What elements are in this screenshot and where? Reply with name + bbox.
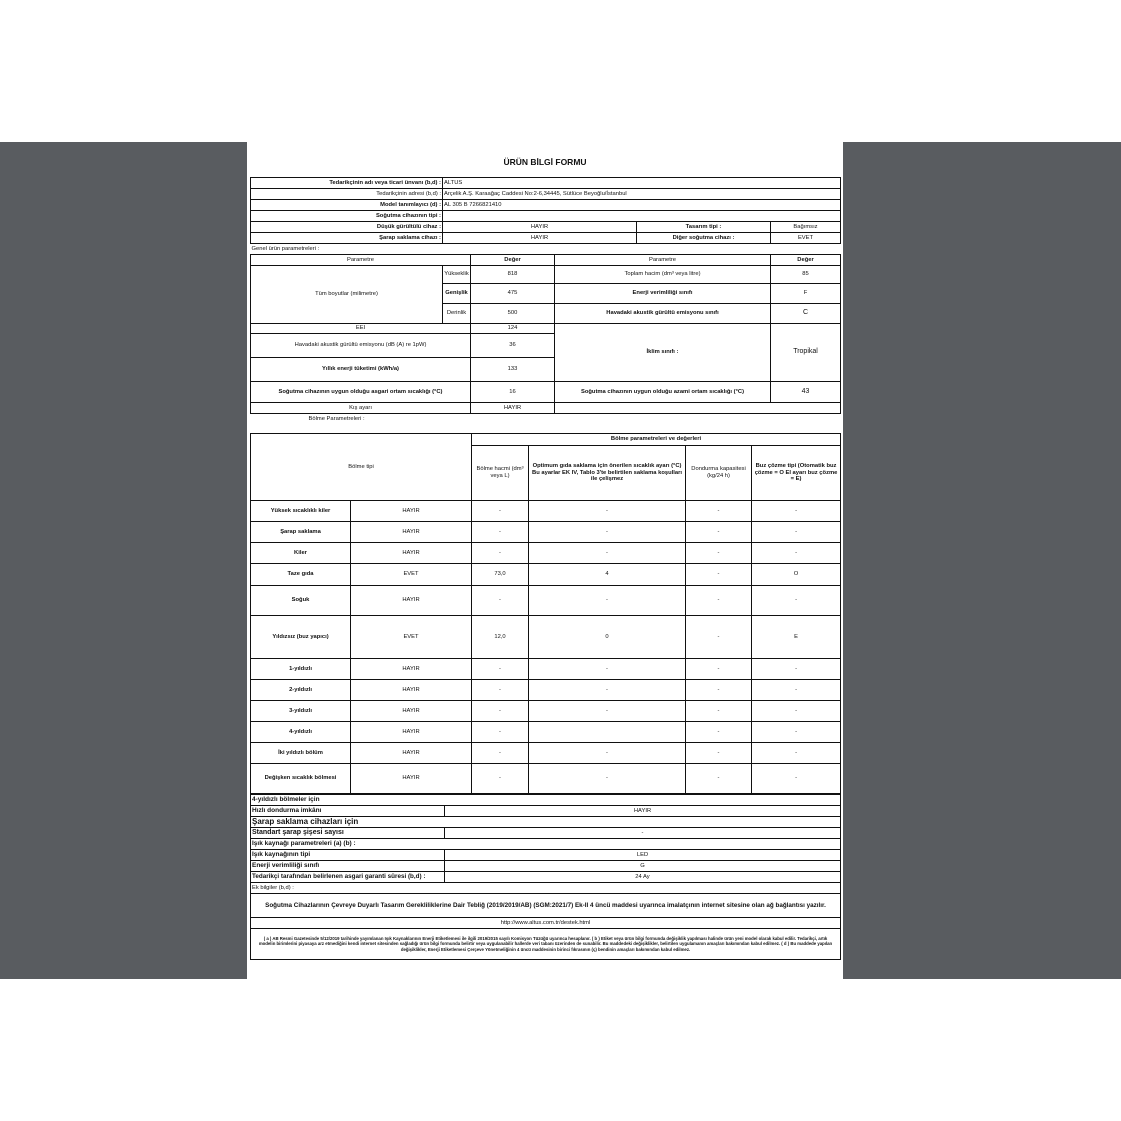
appliance-type-row (251, 211, 841, 222)
general-heading-row (251, 244, 841, 255)
compartment-freeze: - (686, 501, 752, 522)
compartment-row (251, 701, 841, 722)
noise-class-value: C (771, 304, 841, 324)
compartment-volume: - (472, 743, 529, 764)
compartment-row (251, 659, 841, 680)
footnote-row (251, 929, 841, 960)
bottom-table (250, 794, 841, 960)
model-row (251, 200, 841, 211)
compartment-defrost-header: Buz çözme tipi (Otomatik buz çözme = O El ayarı buz çözme = E) (752, 446, 841, 501)
compartment-name: 1-yıldızlı (251, 659, 351, 680)
compartment-temp: - (529, 680, 686, 701)
supplier-name-label: Tedarikçinin adı veya ticari ünvanı (b,d) : (251, 178, 443, 189)
compartment-name: Kiler (251, 543, 351, 564)
wine-bottles-label: Standart şarap şişesi sayısı (251, 828, 445, 839)
model-label: Model tanımlayıcı (d) : (251, 200, 443, 211)
depth-value: 500 (471, 304, 555, 324)
low-noise-label: Düşük gürültülü cihaz : (251, 222, 443, 233)
compartment-temp: 4 (529, 564, 686, 586)
compartment-temp (529, 722, 686, 743)
compartment-defrost: - (752, 543, 841, 564)
compartment-freeze: - (686, 522, 752, 543)
compartment-temp: - (529, 743, 686, 764)
compartment-temp: 0 (529, 616, 686, 659)
compartment-freeze: - (686, 722, 752, 743)
compartment-table (250, 433, 841, 794)
light-class-label: Enerji verimliliği sınıfı (251, 861, 445, 872)
compartment-freeze: - (686, 659, 752, 680)
supplier-address-label: Tedarikçinin adresi (b,d) : (251, 189, 443, 200)
compartment-freeze: - (686, 616, 752, 659)
compartment-freeze: - (686, 543, 752, 564)
warranty-value: 24 Ay (445, 872, 841, 883)
light-class-value: G (445, 861, 841, 872)
compartment-volume: - (472, 586, 529, 616)
wine-storage-row (251, 233, 841, 244)
low-noise-value: HAYIR (443, 222, 637, 233)
low-noise-row (251, 222, 841, 233)
compartment-defrost: - (752, 586, 841, 616)
dimensions-label: Tüm boyutlar (milimetre) (251, 266, 443, 324)
compartment-volume: 73,0 (472, 564, 529, 586)
extra-text-row (251, 894, 841, 918)
compartment-present: HAYIR (351, 586, 472, 616)
compartment-present: HAYIR (351, 701, 472, 722)
wine-heading: Şarap saklama cihazları için (251, 817, 841, 828)
wine-storage-value: HAYIR (443, 233, 637, 244)
compartment-volume: - (472, 522, 529, 543)
compartment-row (251, 543, 841, 564)
design-type-label: Tasarım tipi : (637, 222, 771, 233)
compartment-volume: - (472, 680, 529, 701)
compartment-row (251, 616, 841, 659)
eei-label: EEI (251, 324, 471, 334)
compartment-present: HAYIR (351, 764, 472, 794)
noise-emission-value: 36 (471, 334, 555, 358)
compartment-temp: - (529, 586, 686, 616)
energy-class-value: F (771, 284, 841, 304)
supplier-name-value: ALTUS (443, 178, 841, 189)
compartment-volume: - (472, 543, 529, 564)
compartment-heading-row (251, 414, 841, 425)
document-page (247, 142, 843, 979)
model-value: AL 305 B 7266821410 (443, 200, 841, 211)
annual-energy-label: Yıllık enerji tüketimi (kWh/a) (251, 358, 471, 382)
general-param-header-2: Parametre (555, 255, 771, 266)
total-volume-value: 85 (771, 266, 841, 284)
compartment-row (251, 722, 841, 743)
height-value: 818 (471, 266, 555, 284)
compartment-volume: - (472, 501, 529, 522)
compartment-row (251, 680, 841, 701)
compartment-volume: - (472, 659, 529, 680)
compartment-temp: - (529, 764, 686, 794)
compartment-temp: - (529, 522, 686, 543)
page-title: ÜRÜN BİLGİ FORMU (503, 157, 587, 167)
compartment-volume: - (472, 701, 529, 722)
compartment-group-header: Bölme parametreleri ve değerleri (472, 434, 841, 446)
min-temp-label: Soğutma cihazının uygun olduğu asgari ortam sıcaklığı (°C) (251, 382, 471, 403)
footnote-text: ( a ) AB Resmi Gazetesinde 5/12/2019 tarihinde yayımlanan Işık Kaynaklarının Enerji Etiketlemesi ile ilgili 2019/2015 sayılı Komisyon Tüzüğü uyarınca hesaplanır. ( b ) Etiket veya ürün bilgi formunda değişiklik yapılması halinde ürün yeni model olarak kabul edilir. Tedarikçi, artık modelin birimlerini piyasaya arz etmediğini kendi internet sitesinden sağladığı ürün bilgi formunda belirtir veya uygulanabilir hallerde veri tabanı üzerinden de sunabilir. Bu maddedeki değişiklikler, belirtilen uygulamanın amaçları bakımından kabul edilmez. ( d ) Bu maddede yapılan değişiklikler, Enerji Etiketlemesi Çerçeve Yönetmeliğinin 4 üncü maddesinin birinci fıkrasının (ç) bendinin amaçları bakımından kabul edilmez. (251, 929, 841, 960)
compartment-name: İki yıldızlı bölüm (251, 743, 351, 764)
compartment-defrost: - (752, 680, 841, 701)
compartment-defrost: O (752, 564, 841, 586)
compartment-defrost: - (752, 659, 841, 680)
compartment-heading: Bölme Parametreleri : (308, 415, 365, 422)
width-value: 475 (471, 284, 555, 304)
appliance-type-label: Soğutma cihazının tipi : (251, 211, 443, 222)
product-info-table (250, 177, 841, 425)
extra-heading-row (251, 883, 841, 894)
light-heading: Işık kaynağı parametreleri (a) (b) : (251, 839, 841, 850)
winter-setting-value: HAYIR (471, 403, 555, 414)
compartment-temp: - (529, 501, 686, 522)
compartment-name: 4-yıldızlı (251, 722, 351, 743)
compartment-defrost: E (752, 616, 841, 659)
compartment-present: HAYIR (351, 722, 472, 743)
width-label: Genişlik (443, 284, 471, 304)
compartment-name: 3-yıldızlı (251, 701, 351, 722)
winter-setting-empty (555, 403, 841, 414)
light-type-row (251, 850, 841, 861)
compartment-freeze: - (686, 586, 752, 616)
compartment-row (251, 743, 841, 764)
compartment-row (251, 564, 841, 586)
extra-text: Soğutma Cihazlarının Çevreye Duyarlı Tasarım Gerekliliklerine Dair Tebliğ (2019/2019/AB) (SGM:2021/7) Ek-II 4 üncü maddesi uyarınca imalatçının internet sitesine olan ağ bağlantısı yazılır. (251, 894, 841, 918)
supplier-name-row (251, 178, 841, 189)
extra-url-row (251, 918, 841, 929)
compartment-present: HAYIR (351, 659, 472, 680)
max-temp-label: Soğutma cihazının uygun olduğu azami ortam sıcaklığı (°C) (555, 382, 771, 403)
eei-row (251, 324, 841, 334)
light-class-row (251, 861, 841, 872)
compartment-volume-header: Bölme hacmi (dm³ veya L) (472, 446, 529, 501)
compartment-volume: 12,0 (472, 616, 529, 659)
general-header-row (251, 255, 841, 266)
annual-energy-value: 133 (471, 358, 555, 382)
appliance-type-value (443, 211, 841, 222)
compartment-name: Soğuk (251, 586, 351, 616)
compartment-row (251, 586, 841, 616)
warranty-label: Tedarikçi tarafından belirlenen asgari garanti süresi (b,d) : (251, 872, 445, 883)
compartment-name: Değişken sıcaklık bölmesi (251, 764, 351, 794)
temperature-row (251, 382, 841, 403)
noise-emission-label: Havadaki akustik gürültü emisyonu (dB (A) re 1pW) (251, 334, 471, 358)
max-temp-value: 43 (771, 382, 841, 403)
climate-class-value: Tropikal (771, 324, 841, 382)
other-appliance-label: Diğer soğutma cihazı : (637, 233, 771, 244)
compartment-row (251, 522, 841, 543)
compartment-present: EVET (351, 564, 472, 586)
compartment-present: EVET (351, 616, 472, 659)
wine-bottles-row (251, 828, 841, 839)
general-param-header: Parametre (251, 255, 471, 266)
climate-class-label: İklim sınıfı : (555, 324, 771, 382)
compartment-defrost: - (752, 501, 841, 522)
compartment-name: Yıldızsız (buz yapıcı) (251, 616, 351, 659)
height-row (251, 266, 841, 284)
compartment-freeze: - (686, 743, 752, 764)
extra-heading: Ek bilgiler (b,d) : (251, 883, 841, 894)
compartment-freeze: - (686, 680, 752, 701)
wine-bottles-value: - (445, 828, 841, 839)
total-volume-label: Toplam hacim (dm³ veya litre) (555, 266, 771, 284)
compartment-present: HAYIR (351, 743, 472, 764)
compartment-temp: - (529, 701, 686, 722)
compartment-temp: - (529, 659, 686, 680)
compartment-name: Taze gıda (251, 564, 351, 586)
compartment-name: Yüksek sıcaklıklı kiler (251, 501, 351, 522)
compartment-freeze: - (686, 701, 752, 722)
general-heading: Genel ürün parametreleri : (251, 245, 320, 252)
supplier-address-row (251, 189, 841, 200)
min-temp-value: 16 (471, 382, 555, 403)
compartment-row (251, 501, 841, 522)
compartment-group-header-row (251, 434, 841, 446)
compartment-name: Şarap saklama (251, 522, 351, 543)
supplier-address-value: Arçelik A.Ş. Karaağaç Caddesi No:2-6,34445, Sütlüce Beyoğlu/İstanbul (443, 189, 841, 200)
compartment-row (251, 764, 841, 794)
manufacturer-link[interactable]: http://www.altus.com.tr/destek.html (251, 918, 841, 929)
noise-class-label: Havadaki akustik gürültü emisyonu sınıfı (555, 304, 771, 324)
compartment-type-header: Bölme tipi (251, 434, 472, 501)
compartment-defrost: - (752, 701, 841, 722)
winter-row (251, 403, 841, 414)
eei-value: 124 (471, 324, 555, 334)
compartment-defrost: - (752, 764, 841, 794)
light-type-value: LED (445, 850, 841, 861)
compartment-volume: - (472, 722, 529, 743)
compartment-defrost: - (752, 522, 841, 543)
compartment-temp: - (529, 543, 686, 564)
four-star-heading-row (251, 795, 841, 806)
compartment-freeze: - (686, 764, 752, 794)
compartment-freeze: - (686, 564, 752, 586)
compartment-present: HAYIR (351, 522, 472, 543)
light-type-label: Işık kaynağının tipi (251, 850, 445, 861)
general-value-header: Değer (471, 255, 555, 266)
fast-freeze-label: Hızlı dondurma imkânı (251, 806, 445, 817)
compartment-present: HAYIR (351, 501, 472, 522)
compartment-name: 2-yıldızlı (251, 680, 351, 701)
compartment-defrost: - (752, 722, 841, 743)
warranty-row (251, 872, 841, 883)
four-star-heading: 4-yıldızlı bölmeler için (251, 795, 841, 806)
compartment-present: HAYIR (351, 680, 472, 701)
winter-setting-label: Kış ayarı (251, 403, 471, 414)
general-value-header-2: Değer (771, 255, 841, 266)
height-label: Yükseklik (443, 266, 471, 284)
energy-class-label: Enerji verimliliği sınıfı (555, 284, 771, 304)
compartment-freeze-header: Dondurma kapasitesi (kg/24 h) (686, 446, 752, 501)
compartment-volume: - (472, 764, 529, 794)
fast-freeze-value: HAYIR (445, 806, 841, 817)
wine-heading-row (251, 817, 841, 828)
other-appliance-value: EVET (771, 233, 841, 244)
depth-label: Derinlik (443, 304, 471, 324)
compartment-temp-header: Optimum gıda saklama için önerilen sıcaklık ayarı (°C) Bu ayarlar EK IV, Tablo 3'te belirtilen saklama koşulları ile çelişmez (529, 446, 686, 501)
compartment-defrost: - (752, 743, 841, 764)
compartment-present: HAYIR (351, 543, 472, 564)
wine-storage-label: Şarap saklama cihazı : (251, 233, 443, 244)
fast-freeze-row (251, 806, 841, 817)
light-heading-row (251, 839, 841, 850)
design-type-value: Bağımsız (771, 222, 841, 233)
